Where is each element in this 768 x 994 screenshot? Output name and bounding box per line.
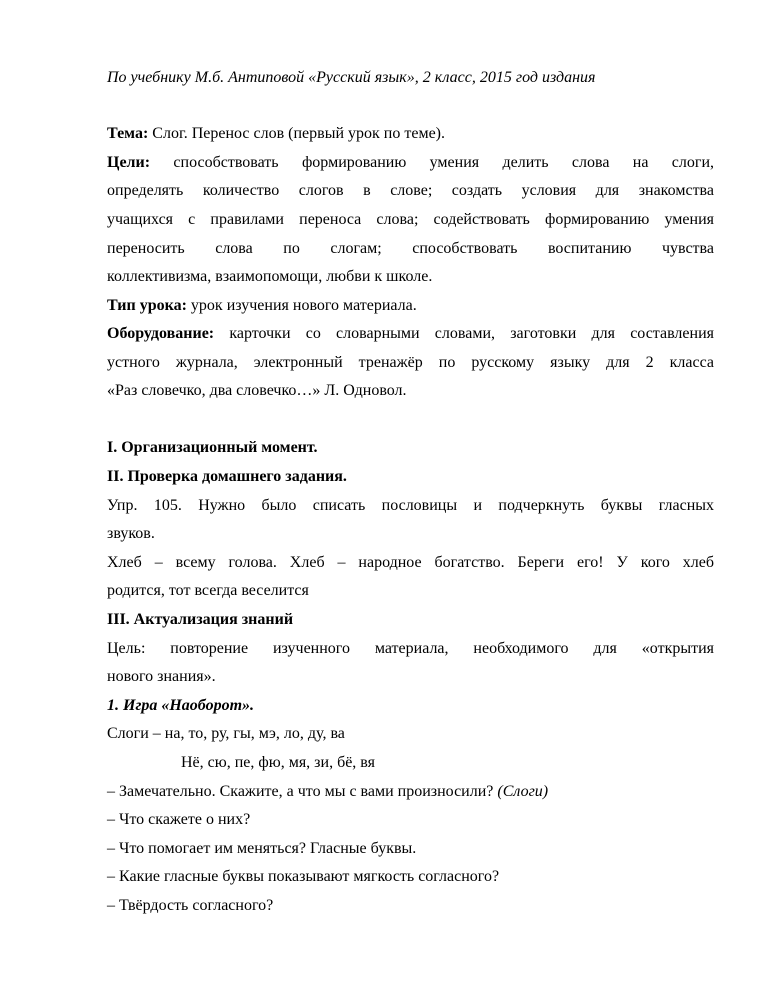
dialog-line-4: – Какие гласные буквы показывают мягкость согласного? [107,868,500,885]
document-header: По учебнику М.б. Антиповой «Русский язык», 2 класс, 2015 год издания [107,69,596,86]
lesson-type-text: урок изучения нового материала. [186,297,417,314]
topic-label: Тема: [107,125,149,142]
dialog-line-1 [107,782,714,802]
topic-text: Слог. Перенос слов (первый урок по теме). [148,125,445,142]
lesson-type-label: Тип урока: [107,297,187,314]
equipment-line-2: устного журнала, электронный тренажёр по русскому языку для 2 класса [107,354,714,371]
topic-line [107,124,714,144]
aim-line-2: нового знания». [107,668,216,685]
goals-line-2: определять количество слогов в слове; создать условия для знакомства [107,182,714,199]
dialog-question-1: – Замечательно. Скажите, а что мы с вами произносили? [107,783,498,800]
goals-line-4: переносить слова по слогам; способствовать воспитанию чувства [107,240,714,257]
homework-line-4: родится, тот всегда веселится [107,582,309,599]
equipment-line-3: «Раз словечко, два словечко…» Л. Одновол. [107,382,407,399]
aim-line-1: Цель: повторение изученного материала, необходимого для «открытия [107,640,714,657]
syllables-line-1: Слоги – на, то, ру, гы, мэ, ло, ду, ва [107,725,345,742]
goals-label: Цели: [107,154,151,171]
homework-line-3: Хлеб – всему голова. Хлеб – народное богатство. Береги его! У кого хлеб [107,554,714,571]
syllables-line-2: Нё, сю, пе, фю, мя, зи, бё, вя [181,754,376,771]
dialog-line-2: – Что скажете о них? [107,811,251,828]
dialog-line-3: – Что помогает им меняться? Гласные буквы. [107,840,417,857]
dialog-line-5: – Твёрдость согласного? [107,897,274,914]
homework-line-2: звуков. [107,525,155,542]
lesson-type-line [107,296,714,316]
goals-line-1 [107,153,714,173]
section-heading-3: III. Актуализация знаний [107,611,294,628]
section-heading-1: I. Организационный момент. [107,439,318,456]
game-title: 1. Игра «Наоборот». [107,697,255,714]
goals-line-5: коллективизма, взаимопомощи, любви к школе. [107,268,433,285]
section-heading-2: II. Проверка домашнего задания. [107,468,347,485]
equipment-text-1: карточки со словарными словами, заготовки для составления [214,325,714,342]
goals-line-3: учащихся с правилами переноса слова; содействовать формированию умения [107,211,714,228]
equipment-line-1 [107,324,714,344]
homework-line-1: Упр. 105. Нужно было списать пословицы и подчеркнуть буквы гласных [107,497,714,514]
equipment-label: Оборудование: [107,325,215,342]
goals-text-1: способствовать формированию умения делить слова на слоги, [150,154,714,171]
dialog-answer-1: (Слоги) [497,783,549,800]
